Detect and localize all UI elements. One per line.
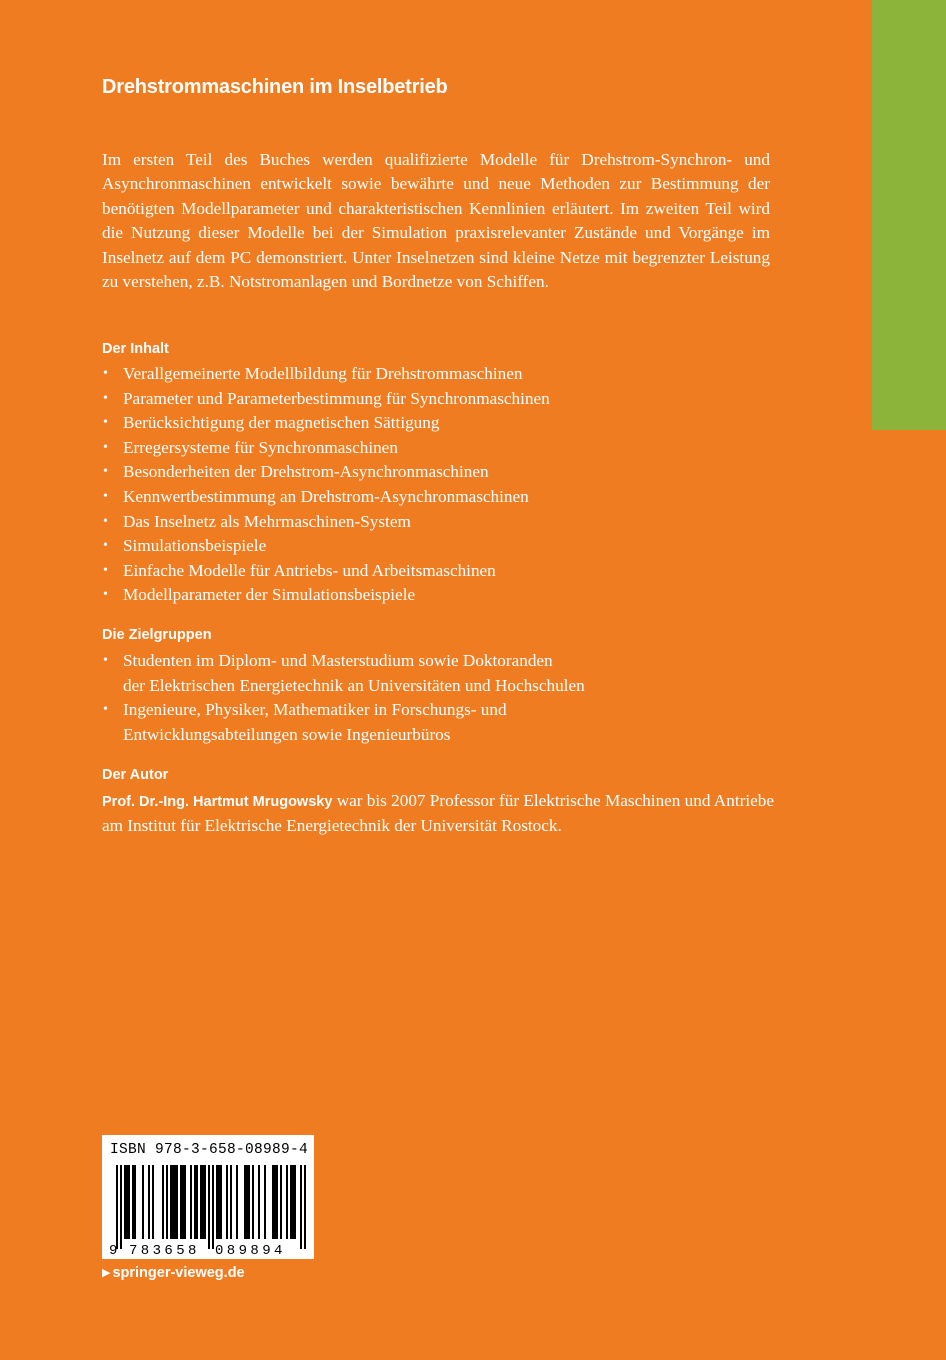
list-item: • Studenten im Diplom- und Masterstudium sowie Doktoranden der Elektrischen Energietechnik an Universitäten und Hochschulen: [103, 651, 585, 695]
barcode-bar: [128, 1165, 130, 1239]
barcode-bar: [134, 1165, 136, 1239]
barcode-bar: [190, 1165, 192, 1239]
barcode-bar: [294, 1165, 296, 1239]
barcode-bar: [126, 1165, 128, 1239]
barcode-bar: [196, 1165, 198, 1239]
barcode-bar: [246, 1165, 248, 1239]
barcode-bar: [202, 1165, 204, 1239]
publisher-url[interactable]: ▶ springer-vieweg.de: [102, 1265, 245, 1281]
zielgruppen-heading: Die Zielgruppen: [102, 627, 212, 643]
barcode-bar: [236, 1165, 238, 1239]
list-item: • Einfache Modelle für Antriebs- und Arbeitsmaschinen: [103, 560, 496, 580]
inhalt-list: [102, 362, 550, 608]
list-item: • Ingenieure, Physiker, Mathematiker in Forschungs- und Entwicklungsabteilungen sowie Ingenieurbüros: [103, 700, 507, 744]
book-title: Drehstrommaschinen im Inselbetrieb: [102, 76, 448, 98]
barcode-bar: [184, 1165, 186, 1239]
barcode-bar: [300, 1165, 302, 1249]
list-item: • Kennwertbestimmung an Drehstrom-Asynchronmaschinen: [103, 486, 529, 506]
barcode-bar: [280, 1165, 282, 1239]
barcode-right-digits: 089894: [215, 1243, 286, 1259]
barcode-bar: [204, 1165, 206, 1239]
barcode-bar: [148, 1165, 150, 1239]
author-name: Prof. Dr.-Ing. Hartmut Mrugowsky: [102, 794, 333, 810]
isbn-label: ISBN 978-3-658-08989-4: [110, 1142, 309, 1158]
barcode-bar: [304, 1165, 306, 1249]
barcode-bar: [208, 1165, 210, 1249]
barcode-bar: [230, 1165, 232, 1239]
list-item: • Erregersysteme für Synchronmaschinen: [103, 437, 398, 457]
barcode-bar: [116, 1165, 118, 1249]
barcode-bar: [172, 1165, 174, 1239]
accent-band: [872, 0, 946, 430]
list-item: • Verallgemeinerte Modellbildung für Drehstrommaschinen: [103, 364, 523, 383]
barcode-bar: [290, 1165, 292, 1239]
barcode-bar: [264, 1165, 266, 1239]
list-item: • Parameter und Parameterbestimmung für Synchronmaschinen: [103, 388, 550, 408]
list-item: • Modellparameter der Simulationsbeispiele: [103, 585, 416, 605]
barcode-bar: [248, 1165, 250, 1239]
barcode-first-digit: 9: [109, 1243, 118, 1259]
barcode-bar: [166, 1165, 168, 1239]
barcode-bar: [200, 1165, 202, 1239]
barcode-graphic: [102, 1163, 314, 1259]
list-item: • Berücksichtigung der magnetischen Sättigung: [103, 413, 440, 433]
intro-paragraph: Im ersten Teil des Buches werden qualifizierte Modelle für Drehstrom-Synchron- und Asynchronmaschinen entwickelt sowie bewährte und neue Methoden zur Bestimmung der benötigten Modellparameter und charakteristischen Kennlinien erläutert. Im zweiten Teil wird die Nutzung dieser Modelle bei der Simulation praxisrelevanter Zustände und Vorgänge im Inselnetz auf dem PC demonstriert. Unter Inselnetzen sind kleine Netze mit begrenzter Leistung zu verstehen, z.B. Notstromanlagen und Bordnetze von Schiffen.: [102, 150, 770, 292]
barcode-bar: [244, 1165, 246, 1239]
barcode-bar: [180, 1165, 182, 1239]
barcode-left-digits: 783658: [129, 1243, 200, 1259]
barcode-bar: [212, 1165, 214, 1249]
list-item: • Das Inselnetz als Mehrmaschinen-System: [103, 511, 411, 531]
barcode: [102, 1135, 314, 1259]
barcode-bar: [220, 1165, 222, 1239]
inhalt-heading: Der Inhalt: [102, 341, 169, 357]
barcode-bar: [162, 1165, 164, 1239]
barcode-bar: [218, 1165, 220, 1239]
barcode-bar: [170, 1165, 172, 1239]
list-item: • Simulationsbeispiele: [103, 536, 267, 556]
barcode-bar: [276, 1165, 278, 1239]
barcode-bar: [142, 1165, 144, 1239]
barcode-bar: [258, 1165, 260, 1239]
zielgruppen-list: [102, 649, 585, 747]
barcode-bar: [286, 1165, 288, 1239]
barcode-bar: [174, 1165, 176, 1239]
barcode-bar: [152, 1165, 154, 1239]
author-paragraph: [102, 789, 782, 839]
play-arrow-icon: ▶: [102, 1267, 111, 1279]
barcode-bar: [252, 1165, 254, 1239]
barcode-bar: [274, 1165, 276, 1239]
barcode-bar: [120, 1165, 122, 1249]
barcode-bar: [226, 1165, 228, 1239]
barcode-bar: [216, 1165, 218, 1239]
barcode-bar: [272, 1165, 274, 1239]
list-item: • Besonderheiten der Drehstrom-Asynchronmaschinen: [103, 462, 489, 482]
barcode-bar: [182, 1165, 184, 1239]
author-bio: war bis 2007 Professor für Elektrische Maschinen und Antriebe am Institut für Elektrische Energietechnik der Universität Rostock.: [102, 791, 774, 836]
barcode-bar: [132, 1165, 134, 1239]
autor-heading: Der Autor: [102, 767, 169, 783]
barcode-bar: [292, 1165, 294, 1239]
barcode-bar: [124, 1165, 126, 1239]
barcode-bar: [176, 1165, 178, 1239]
barcode-bar: [194, 1165, 196, 1239]
